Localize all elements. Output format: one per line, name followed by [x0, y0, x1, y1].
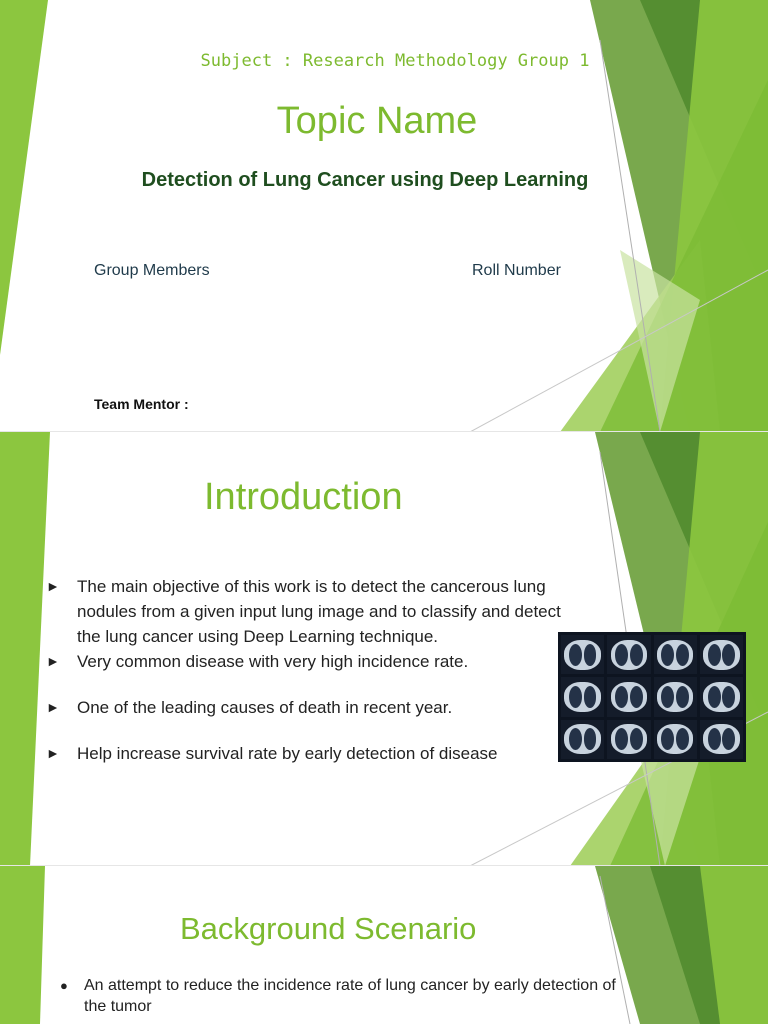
ct-slice-icon — [654, 635, 697, 674]
bullet-text: An attempt to reduce the incidence rate of lung cancer by early detection of the tumor — [84, 977, 616, 1015]
title-slide — [0, 0, 768, 432]
list-item — [46, 695, 566, 720]
list-item — [46, 741, 566, 766]
ct-slice-icon — [607, 635, 650, 674]
triangle-bullet-icon: ► — [46, 745, 60, 761]
ct-slice-icon — [561, 677, 604, 716]
background-title: Background Scenario — [180, 911, 477, 946]
ct-slice-icon — [561, 720, 604, 759]
ct-slice-icon — [700, 635, 743, 674]
list-item — [46, 649, 566, 674]
ct-slice-icon — [561, 635, 604, 674]
group-members-label: Group Members — [94, 262, 210, 279]
bullet-text: The main objective of this work is to detect the cancerous lung nodules from a given input lung image and to classify and detect the lung cancer using Deep Learning technique. — [77, 577, 561, 646]
list-item — [60, 975, 620, 1017]
background-slide — [0, 866, 768, 1024]
ct-slice-icon — [654, 720, 697, 759]
ct-slice-icon — [700, 720, 743, 759]
introduction-slide — [0, 432, 768, 866]
ct-slice-icon — [700, 677, 743, 716]
subject-line: Subject : Research Methodology Group 1 — [200, 51, 590, 71]
background-bullets — [60, 975, 620, 1017]
lung-ct-scan-image — [558, 632, 746, 762]
triangle-bullet-icon: ► — [46, 653, 60, 669]
ct-slice-icon — [654, 677, 697, 716]
bullet-text: Very common disease with very high incidence rate. — [77, 652, 469, 671]
ct-slice-icon — [607, 677, 650, 716]
introduction-title: Introduction — [204, 476, 403, 518]
ct-slice-icon — [607, 720, 650, 759]
triangle-bullet-icon: ► — [46, 578, 60, 594]
dot-bullet-icon: ● — [60, 978, 68, 993]
bullet-text: Help increase survival rate by early detection of disease — [77, 744, 498, 763]
topic-title: Detection of Lung Cancer using Deep Learning — [141, 169, 589, 191]
topic-label: Topic Name — [276, 100, 478, 142]
team-mentor-label: Team Mentor : — [94, 396, 189, 412]
introduction-bullets — [46, 574, 566, 766]
list-item — [46, 574, 566, 649]
triangle-bullet-icon: ► — [46, 699, 60, 715]
roll-number-label: Roll Number — [472, 262, 561, 279]
bullet-text: One of the leading causes of death in recent year. — [77, 698, 453, 717]
